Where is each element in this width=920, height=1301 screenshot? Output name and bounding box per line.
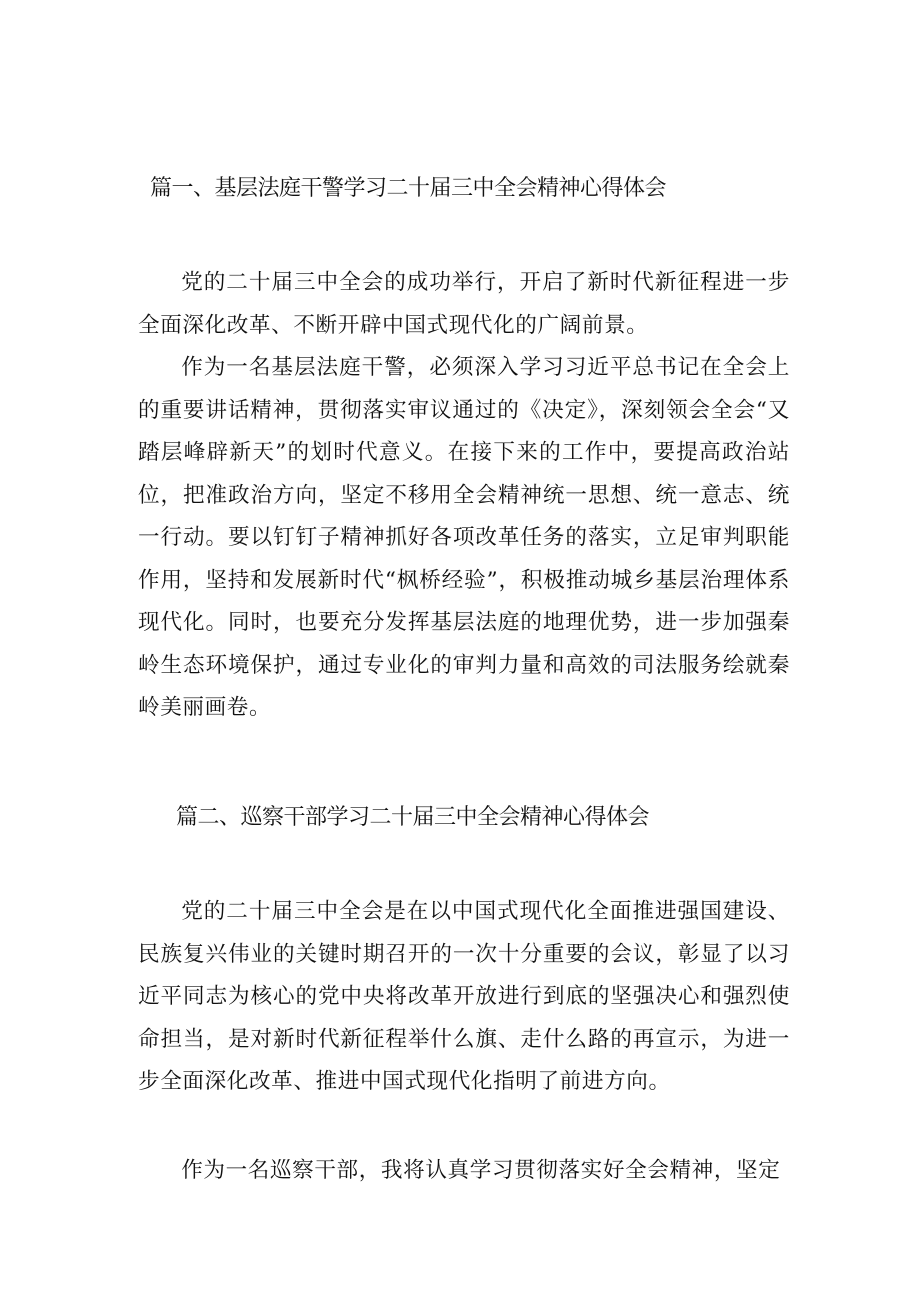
section-heading-1: 篇一、基层法庭干警学习二十届三中全会精神心得体会: [150, 176, 667, 201]
section-heading-2: 篇二、巡察干部学习二十届三中全会精神心得体会: [176, 805, 650, 830]
section-1-paragraph-1: 党的二十届三中全会的成功举行，开启了新时代新征程进一步全面深化改革、不断开辟中国式现代化的广阔前景。: [138, 270, 790, 338]
section-2-paragraph-1: 党的二十届三中全会是在以中国式现代化全面推进强国建设、民族复兴伟业的关键时期召开的一次十分重要的会议，彰显了以习近平同志为核心的党中央将改革开放进行到底的坚强决心和强烈使命担当，是对新时代新征程举什么旗、走什么路的再宣示，为进一步全面深化改革、推进中国式现代化指明了前进方向。: [138, 899, 790, 1094]
section-1-paragraph-2: 作为一名基层法庭干警，必须深入学习习近平总书记在全会上的重要讲话精神，贯彻落实审议通过的《决定》，深刻领会全会“又踏层峰辟新天”的划时代意义。在接下来的工作中，要提高政治站位，把准政治方向，坚定不移用全会精神统一思想、统一意志、统一行动。要以钉钉子精神抓好各项改革任务的落实，立足审判职能作用，坚持和发展新时代“枫桥经验”，积极推动城乡基层治理体系现代化。同时，也要充分发挥基层法庭的地理优势，进一步加强秦岭生态环境保护，通过专业化的审判力量和高效的司法服务绘就秦岭美丽画卷。: [138, 355, 790, 720]
section-2-paragraph-2: 作为一名巡察干部，我将认真学习贯彻落实好全会精神，坚定: [181, 1158, 781, 1183]
